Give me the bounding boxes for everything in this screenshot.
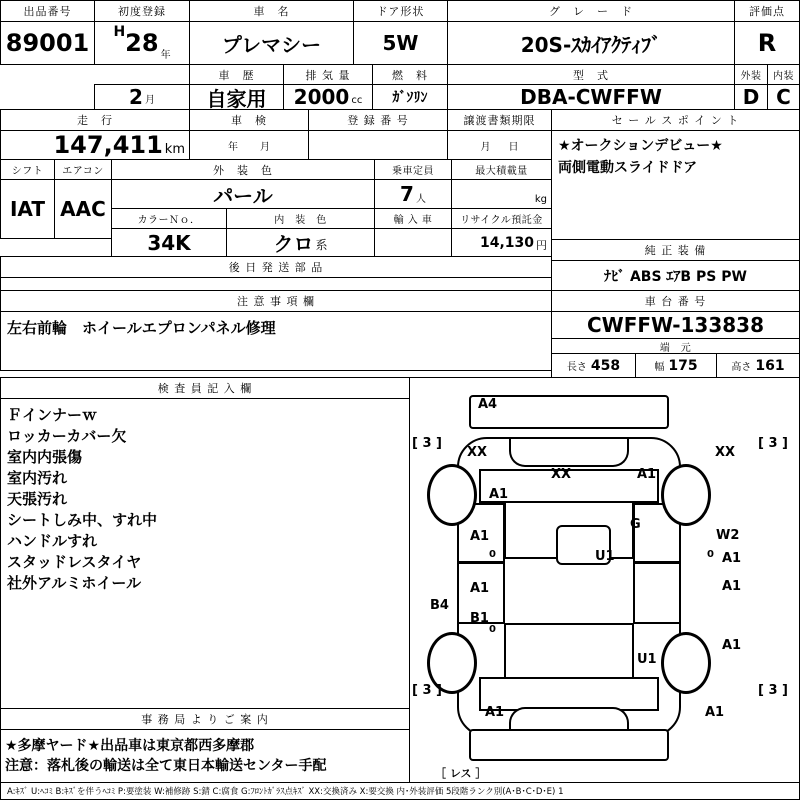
height-label: 高さ bbox=[731, 362, 752, 373]
equipment-label: 純 正 装 備 bbox=[551, 239, 800, 261]
sales-point-line-1: ★オークションデビュー★ bbox=[558, 138, 723, 154]
height-value: 161 bbox=[755, 357, 785, 374]
damage-mark: A1 bbox=[470, 581, 490, 596]
chassis-value: CWFFW-133838 bbox=[551, 311, 800, 339]
damage-mark: A1 bbox=[722, 638, 742, 653]
reg-year-unit: 年 bbox=[160, 50, 171, 61]
fuel-value: ｶﾞｿﾘﾝ bbox=[372, 84, 448, 110]
inspector-line: 室内汚れ bbox=[7, 469, 68, 487]
displacement-value: 2000 bbox=[293, 85, 350, 109]
diagram-roof-top bbox=[469, 395, 669, 429]
diagram-trunk bbox=[479, 677, 659, 711]
inspection-month-unit: 月 bbox=[260, 141, 270, 153]
caution-body bbox=[0, 311, 552, 371]
damage-mark-small: 0 bbox=[489, 624, 496, 635]
inspector-label: 検 査 員 記 入 欄 bbox=[0, 377, 410, 399]
diagram-wheel-front-left bbox=[427, 464, 477, 526]
aircon-label: エアコン bbox=[54, 159, 112, 180]
recycle-fee-value-cell bbox=[451, 228, 552, 257]
diagram-wheel-rear-right bbox=[661, 632, 711, 694]
length-label: 長さ bbox=[566, 362, 587, 373]
tire-depth-front-left: [ 3 ] bbox=[412, 436, 442, 451]
interior-color-value: クロ bbox=[273, 232, 314, 256]
inspector-line: 社外アルミホイール bbox=[7, 574, 142, 592]
car-name-label: 車 名 bbox=[189, 0, 354, 22]
damage-mark: U1 bbox=[595, 549, 615, 564]
color-number-value: 34K bbox=[111, 228, 227, 257]
first-registration-label: 初度登録 bbox=[94, 0, 190, 22]
seats-unit: 人 bbox=[415, 194, 426, 205]
diagram-rear-bumper bbox=[469, 729, 669, 761]
car-damage-diagram bbox=[409, 377, 800, 783]
recycle-fee-unit: 円 bbox=[536, 239, 547, 252]
inspector-line: スタッドレスタイヤ bbox=[7, 553, 142, 571]
width-label: 幅 bbox=[654, 362, 665, 373]
car-name-value: プレマシー bbox=[189, 21, 354, 65]
exterior-value: D bbox=[734, 84, 768, 110]
transfer-day-unit: 日 bbox=[508, 141, 519, 153]
exterior-label: 外装 bbox=[734, 64, 768, 85]
damage-mark: A1 bbox=[637, 467, 657, 482]
damage-mark: A1 bbox=[705, 705, 725, 720]
registration-number-value bbox=[308, 130, 448, 160]
width-cell bbox=[635, 353, 717, 378]
inspector-line: シートしみ中、すれ中 bbox=[7, 511, 158, 529]
legend-bar: A:ｷｽﾞ U:ﾍｺﾐ B:ｷｽﾞを伴うﾍｺﾐ P:要塗装 W:補修跡 S:錆 C:腐食 G:ﾌﾛﾝﾄｶﾞﾗｽ点ｷｽﾞ XX:交換済み X:要交換 内･外装評価 5段階ランク別(A･B･C･D･E) 1 bbox=[0, 782, 800, 800]
registration-number-label: 登 録 番 号 bbox=[308, 109, 448, 131]
door-shape-label: ドア形状 bbox=[353, 0, 448, 22]
interior-color-suffix: 系 bbox=[315, 238, 328, 252]
damage-mark: A4 bbox=[478, 397, 498, 412]
chassis-label: 車 台 番 号 bbox=[551, 290, 800, 312]
max-load-label: 最大積載量 bbox=[451, 159, 552, 180]
length-cell bbox=[551, 353, 636, 378]
displacement-value-cell bbox=[283, 84, 373, 110]
mileage-value-cell bbox=[0, 130, 190, 160]
rating-value: R bbox=[734, 21, 800, 65]
history-value: 自家用 bbox=[189, 84, 284, 110]
exterior-color-label: 外 装 色 bbox=[111, 159, 375, 180]
transfer-deadline-value bbox=[447, 130, 552, 160]
inspector-line: Ｆインナーｗ bbox=[7, 406, 98, 424]
office-body bbox=[0, 729, 410, 783]
transfer-deadline-label: 譲渡書類期限 bbox=[447, 109, 552, 131]
history-label: 車 歴 bbox=[189, 64, 284, 85]
reg-year: 28 bbox=[125, 29, 159, 57]
tire-depth-front-right: [ 3 ] bbox=[758, 436, 788, 451]
lot-number-label: 出品番号 bbox=[0, 0, 95, 22]
reg-month: 2 bbox=[129, 85, 143, 109]
damage-mark: W2 bbox=[716, 528, 740, 543]
import-label: 輸 入 車 bbox=[374, 208, 452, 229]
model-code-value: DBA-CWFFW bbox=[447, 84, 735, 110]
diagram-wheel-front-right bbox=[661, 464, 711, 526]
inspector-line: ロッカーカバー欠 bbox=[7, 427, 127, 445]
mileage-value: 147,411 bbox=[53, 131, 163, 159]
era-letter: H bbox=[113, 24, 126, 40]
damage-mark: XX bbox=[715, 445, 736, 460]
reg-month-unit: 月 bbox=[144, 95, 155, 106]
fuel-label: 燃 料 bbox=[372, 64, 448, 85]
damage-mark: A1 bbox=[485, 705, 505, 720]
office-label: 事 務 局 よ り ご 案 内 bbox=[0, 708, 410, 730]
grade-value: 20S-ｽｶｲｱｸﾃｨﾌﾞ bbox=[447, 21, 735, 65]
sales-point-line-2: 両側電動スライドドア bbox=[558, 160, 698, 176]
displacement-unit: cc bbox=[351, 95, 363, 106]
seats-value: 7 bbox=[400, 182, 414, 206]
transfer-month-unit: 月 bbox=[480, 141, 491, 153]
inspection-value-cell bbox=[189, 130, 309, 160]
sales-point-label: セ ー ル ス ポ イ ン ト bbox=[551, 109, 800, 131]
office-line-1: ★多摩ヤード★出品車は東京都西多摩郡 bbox=[5, 738, 255, 754]
spare-tire-note: ［ レス ］ bbox=[435, 767, 487, 780]
max-load-value-cell bbox=[451, 179, 552, 209]
aircon-value: AAC bbox=[54, 179, 112, 239]
sales-point-body bbox=[551, 130, 800, 240]
shift-label: シフト bbox=[0, 159, 55, 180]
mileage-unit: km bbox=[164, 142, 185, 157]
inspector-line: 天張汚れ bbox=[7, 490, 68, 508]
lot-number-value: 89001 bbox=[0, 21, 95, 65]
length-value: 458 bbox=[590, 357, 621, 374]
diagram-right-rear-door bbox=[633, 562, 681, 624]
damage-mark-small: 0 bbox=[707, 549, 714, 560]
height-cell bbox=[716, 353, 800, 378]
tire-depth-rear-left: [ 3 ] bbox=[412, 683, 442, 698]
rating-label: 評価点 bbox=[734, 0, 800, 22]
later-parts-value bbox=[0, 277, 552, 291]
color-number-label: カラーＮｏ． bbox=[111, 208, 227, 229]
damage-mark: G bbox=[630, 517, 641, 532]
exterior-color-value: パール bbox=[111, 179, 375, 209]
diagram-rear-cabin bbox=[504, 623, 634, 679]
damage-mark: A1 bbox=[470, 529, 490, 544]
shift-value: IAT bbox=[0, 179, 55, 239]
equipment-value: ﾅﾋﾞ ABS ｴｱB PS PW bbox=[551, 260, 800, 291]
inspection-year-unit: 年 bbox=[228, 141, 238, 153]
seats-value-cell bbox=[374, 179, 452, 209]
diagram-windshield bbox=[509, 439, 629, 467]
office-line-2: 注意：落札後の輸送は全て東日本輸送センター手配 bbox=[5, 758, 327, 774]
damage-mark: XX bbox=[467, 445, 488, 460]
mileage-label: 走 行 bbox=[0, 109, 190, 131]
origin-label: 端 元 bbox=[551, 338, 800, 354]
recycle-fee-label: リサイクル預託金 bbox=[451, 208, 552, 229]
tire-depth-rear-right: [ 3 ] bbox=[758, 683, 788, 698]
inspector-line: ハンドルすれ bbox=[7, 532, 98, 550]
recycle-fee-value: 14,130 bbox=[479, 234, 534, 251]
seats-label: 乗車定員 bbox=[374, 159, 452, 180]
inspector-line: 室内内張傷 bbox=[7, 448, 83, 466]
interior-color-label: 内 装 色 bbox=[226, 208, 375, 229]
interior-color-value-cell bbox=[226, 228, 375, 257]
import-value bbox=[374, 228, 452, 257]
damage-mark: XX bbox=[551, 467, 572, 482]
width-value: 175 bbox=[668, 357, 698, 374]
first-registration-month bbox=[94, 84, 190, 110]
displacement-label: 排 気 量 bbox=[283, 64, 373, 85]
grade-label: グ レ ー ド bbox=[447, 0, 735, 22]
door-shape-value: 5W bbox=[353, 21, 448, 65]
damage-mark: A1 bbox=[722, 551, 742, 566]
damage-mark: A1 bbox=[722, 579, 742, 594]
caution-label: 注 意 事 項 欄 bbox=[0, 290, 552, 312]
damage-mark: B1 bbox=[470, 611, 489, 626]
max-load-unit: kg bbox=[534, 194, 547, 205]
damage-mark: B4 bbox=[430, 598, 449, 613]
later-parts-label: 後 日 発 送 部 品 bbox=[0, 256, 552, 278]
interior-label: 内装 bbox=[767, 64, 800, 85]
model-code-label: 型 式 bbox=[447, 64, 735, 85]
first-registration-value bbox=[94, 21, 190, 65]
inspection-label: 車 検 bbox=[189, 109, 309, 131]
inspector-notes bbox=[0, 398, 410, 709]
damage-mark: U1 bbox=[637, 652, 657, 667]
caution-line-1: 左右前輪 ホイールエプロンパネル修理 bbox=[7, 319, 276, 337]
damage-mark: A1 bbox=[489, 487, 509, 502]
interior-value: C bbox=[767, 84, 800, 110]
damage-mark-small: 0 bbox=[489, 549, 496, 560]
